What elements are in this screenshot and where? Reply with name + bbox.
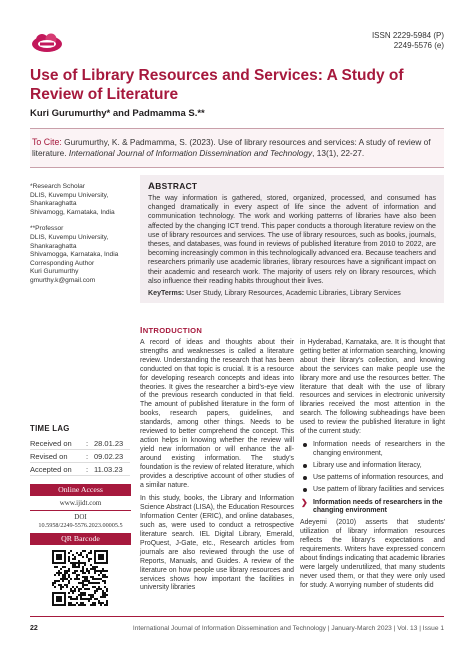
citation-box xyxy=(30,128,444,168)
issn-block xyxy=(372,31,444,51)
time-lag-heading: TIME LAG xyxy=(30,424,70,433)
keywords xyxy=(148,289,436,298)
intro-heading-cap: I xyxy=(140,325,143,335)
citation-journal: International Journal of Information Dissemination and Technology xyxy=(68,148,313,158)
bullet-icon xyxy=(303,443,307,447)
revised-date: 09.02.23 xyxy=(94,451,124,461)
list-item-text: Information needs of researchers in the changing environment, xyxy=(313,440,445,457)
bullet-icon xyxy=(303,488,307,492)
footer-journal-line: International Journal of Information Dissemination and Technology | January-March 2023 | Vol. 13 | Issue 1 xyxy=(132,625,444,632)
article-authors: Kuri Gurumurthy* and Padmamma S.** xyxy=(30,108,205,119)
doi-label: DOI xyxy=(74,513,87,521)
body-column-left xyxy=(140,339,294,598)
list-item xyxy=(300,441,445,459)
bullet-icon xyxy=(303,464,307,468)
abstract-text: The way information is gathered, stored, organized, processed, and consumed has changed dramatically in every aspect of life since the advent of information and communication technology. The work and working patterns of libraries have also been affected by the changing ICT trend. This paper conducts a thorough literature review on the use of library resources and services. The use of library resources, such as books, journals, theses, and databases, was found in reviews of published literature from 2010 to 2022, are becoming increasingly common in this technologically advanced era. Because teachers and researchers primarily use academic libraries, library resources have a significant impact on their academic and research work. The majority of users rely on library resources, which also influence their reading habits throughout their lives. xyxy=(148,194,436,285)
abstract-heading xyxy=(148,181,436,192)
list-item-text: Use pattern of library facilities and services xyxy=(313,485,444,493)
qr-header: QR Barcode xyxy=(30,533,131,545)
citation-text: Gurumurthy, K. & Padmamma, S. (2023). Use of library resources and services: A study of review of literature. xyxy=(32,137,431,158)
table-row xyxy=(30,450,130,463)
abstract-heading-cap: A xyxy=(148,181,156,192)
accepted-date: 11.03.23 xyxy=(94,464,123,474)
affil-line: Shivamogga, Karnataka, India xyxy=(30,251,119,259)
affil-line: **Professor xyxy=(30,225,64,233)
colon: : xyxy=(86,438,89,448)
affil-line: Corresponding Author xyxy=(30,259,95,267)
affiliation-second xyxy=(30,225,140,285)
list-item-text: Library use and information literacy, xyxy=(313,461,422,469)
body-column-right xyxy=(300,339,445,595)
table-row xyxy=(30,463,130,476)
journal-url-link[interactable]: www.ijidt.com xyxy=(59,499,102,507)
article-title: Use of Library Resources and Services: A Study of Review of Literature xyxy=(30,67,404,103)
divider xyxy=(30,510,131,511)
affil-line: *Research Scholar xyxy=(30,183,85,190)
bullet-icon xyxy=(303,476,307,480)
affil-line: DLIS, Kuvempu University, xyxy=(30,191,109,199)
section-subheading xyxy=(300,499,445,517)
affil-line: Shankaraghatta xyxy=(30,200,77,208)
abstract-heading-rest: BSTRACT xyxy=(155,181,198,191)
received-label: Received on xyxy=(30,438,72,448)
abstract-box xyxy=(140,175,444,303)
time-lag-table xyxy=(30,424,130,476)
doi-link[interactable]: 10.5958/2249-5576.2023.00005.5 xyxy=(38,522,123,529)
subheading-text: Information needs of researchers in the changing environment xyxy=(313,498,443,515)
accepted-label: Accepted on xyxy=(30,464,72,474)
intro-paragraph-3: in Hyderabad, Karnataka, are. It is thought that getting better at information searching, knowing about their library's collection, and knowing about the services can make people use the library more and use the resources better. The literature that dealt with the use of library resources and services in electronic university libraries received the most attention in the search. The following subheadings have been used to review the published literature in light of the current study: xyxy=(300,339,445,436)
citation-label: To Cite: xyxy=(32,137,62,147)
issn-online: 2249-5576 (e) xyxy=(393,41,444,50)
list-item xyxy=(300,462,445,471)
affiliations xyxy=(30,183,140,294)
affil-line: Kuri Gurumurthy xyxy=(30,268,79,276)
intro-paragraph-4: Adeyemi (2010) asserts that students' utilization of library information resources reflects the library's expectations and requirements. Writers have expressed concern about findings indicating that academic libraries were largely underutilized, that many students never used them, or that they were only used for study. A worrying number of students did xyxy=(300,519,445,589)
journal-logo-icon xyxy=(30,32,64,54)
intro-paragraph-2: In this study, books, the Library and Information Science Abstract (LISA), the Education Resources Information Center (ERIC), and online databases, such as, were used to conduct a retrospective literature search. IEL Digital Library, Emerald, ProQuest, J-Gate, etc., Research articles from journals are also reviewed through the use of Reports, Manuals, and Guides. A review of the literature on how people use library resources and services shows how important the facilities in university libraries xyxy=(140,495,294,592)
list-item-text: Use patterns of information resources, and xyxy=(313,473,444,481)
intro-heading-rest: NTRODUCTION xyxy=(142,326,203,335)
chevron-right-icon: ❯ xyxy=(301,497,308,507)
affiliation-first xyxy=(30,183,140,217)
keywords-list: User Study, Library Resources, Academic Libraries, Library Services xyxy=(184,289,401,298)
list-item xyxy=(300,474,445,483)
revised-label: Revised on xyxy=(30,451,68,461)
table-row xyxy=(30,437,130,450)
footer-divider xyxy=(30,616,444,617)
intro-paragraph-1: A record of ideas and thoughts about their strengths and weaknesses is called a literature review. Understanding the research that has been conducted on that topic is crucial. It is a resource for developing research concepts and ideas into theories. It gives the researcher a bird's-eye view of the previous research conducted in that field. The amount of published literature in the form of books, research papers, guidelines, and standards, among other things. Needs to be reviewed to better comprehend the concept. This action helps in knowing whether the review will yield new information or will enhance the all-around existing information. The study's foundation is the review of related literature, which provides a descriptive account of other studies of a similar nature. xyxy=(140,339,294,489)
page-number: 22 xyxy=(30,625,38,632)
colon: : xyxy=(86,464,89,474)
affil-line: Shivamogg, Karnataka, India xyxy=(30,208,115,216)
qr-code-icon xyxy=(52,550,108,606)
colon: : xyxy=(86,451,89,461)
subheading-list xyxy=(300,441,445,495)
corresponding-email[interactable]: gmurthy.k@gmail.com xyxy=(30,276,96,284)
received-date: 28.01.23 xyxy=(94,438,124,448)
affil-line: Shankaraghatta xyxy=(30,242,77,250)
affil-line: DLIS, Kuvempu University, xyxy=(30,233,109,241)
online-access-header: Online Access xyxy=(30,484,131,496)
keywords-label: KeyTerms: xyxy=(148,289,185,298)
citation-volume: , 13(1), 22-27. xyxy=(312,148,365,158)
list-item xyxy=(300,486,445,495)
introduction-heading xyxy=(140,325,202,335)
issn-print: ISSN 2229-5984 (P) xyxy=(371,31,444,40)
